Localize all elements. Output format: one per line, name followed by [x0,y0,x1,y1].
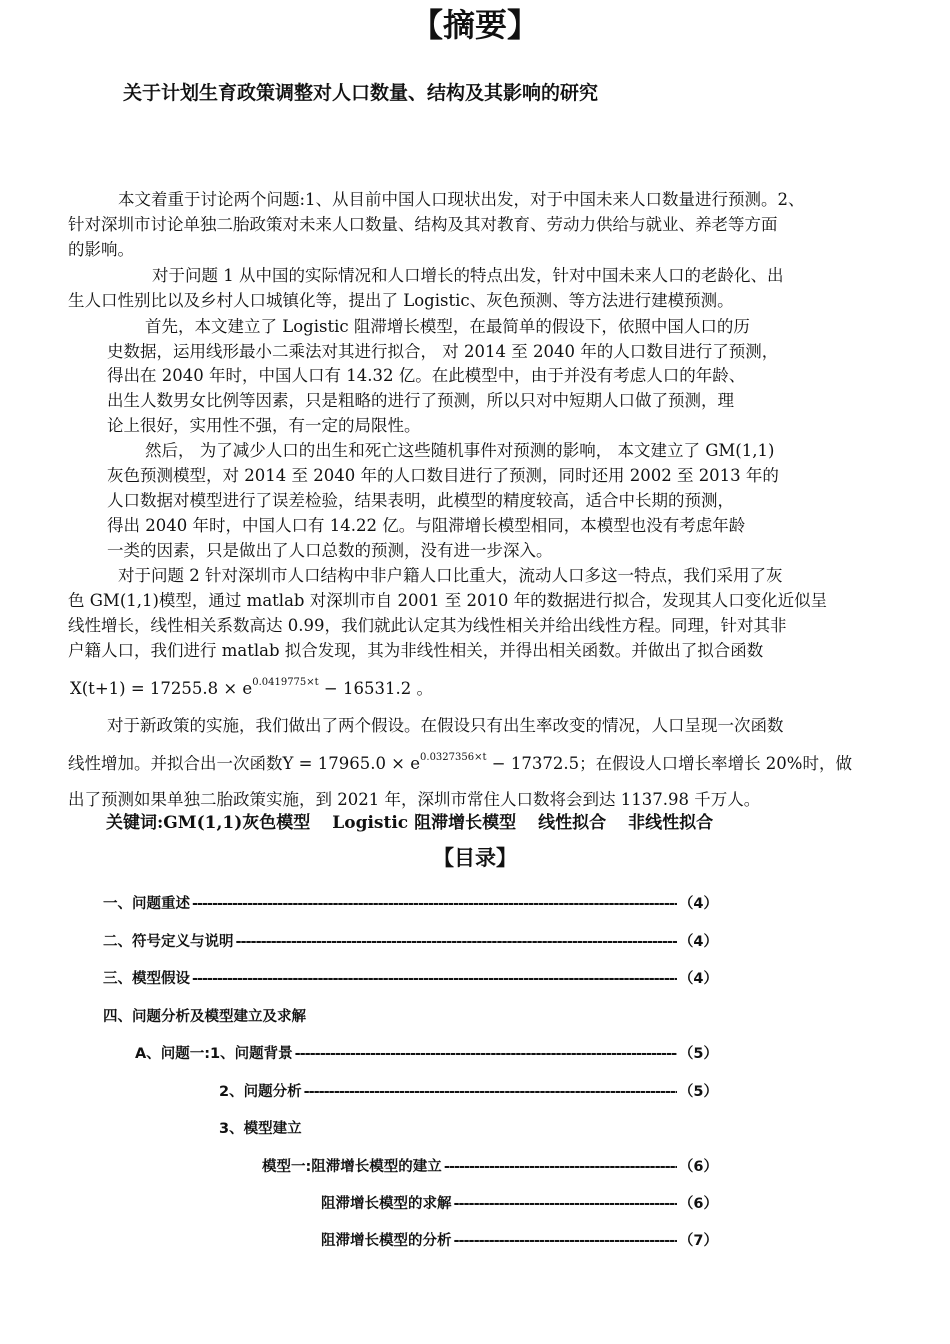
toc-entry[interactable] [321,1229,718,1250]
formula2-lhs: Y = 17965.0 × e [282,754,421,773]
toc-leader [454,1196,677,1212]
toc-entry-page: （4） [678,896,718,912]
toc-entry-section-4[interactable]: 四、问题分析及模型建立及求解 [103,1009,306,1025]
abstract-p4-line3: 人口数据对模型进行了误差检验，结果表明，此模型的精度较高，适合中长期的预测， [107,491,734,510]
formula-linear-fit [282,751,580,773]
toc-entry-page: （6） [678,1196,718,1212]
toc-entry-text: 一、问题重述 [103,896,190,912]
toc-entry[interactable] [103,967,718,988]
formula2-exponent: 0.0327356×t [420,751,487,763]
abstract-heading: 【摘要】 [410,6,539,44]
abstract-p3-line1: 首先，本文建立了 Logistic 阻滞增长模型，在最简单的假设下，依照中国人口的历 [145,317,750,336]
formula-exponent: 0.0419775×t [252,676,319,688]
formula-rhs: − 16531.2 。 [318,679,433,698]
toc-entry[interactable] [219,1080,718,1101]
toc-entry-page: （4） [678,934,718,950]
toc-entry-text: 二、符号定义与说明 [103,934,234,950]
abstract-p3-line3: 得出在 2040 年时，中国人口有 14.32 亿。在此模型中，由于并没有考虑人口的年龄、 [107,366,746,385]
abstract-p1-line2: 针对深圳市讨论单独二胎政策对未来人口数量、结构及其对教育、劳动力供给与就业、养老等方面 [68,215,778,234]
toc-entry[interactable] [103,930,718,951]
toc-entry-page: （6） [678,1159,718,1175]
toc-leader [295,1046,677,1062]
toc-heading: 【目录】 [433,846,517,870]
toc-entry-text: A、问题一:1、问题背景 [135,1046,293,1062]
toc-entry-text: 模型一:阻滞增长模型的建立 [262,1159,442,1175]
toc-entry[interactable] [135,1042,718,1063]
paper-title: 关于计划生育政策调整对人口数量、结构及其影响的研究 [123,82,599,104]
keywords [106,808,735,833]
abstract-p5-line2: 色 GM(1,1)模型，通过 matlab 对深圳市自 2001 至 2010 年的数据进行拟合，发现其人口变化近似呈 [68,591,828,610]
toc-entry[interactable] [262,1155,718,1176]
abstract-p4-line4: 得出 2040 年时，中国人口有 14.22 亿。与阻滞增长模型相同，本模型也没有考虑年龄 [107,516,746,535]
abstract-p6-line2-b: ；在假设人口增长率增长 20%时，做 [579,754,852,773]
keyword-item: 非线性拟合 [628,813,714,833]
toc-entry-text: 阻滞增长模型的求解 [321,1196,452,1212]
abstract-p6-line3: 出了预测如果单独二胎政策实施，到 2021 年，深圳市常住人口数将会到达 1137.98 千万人。 [68,790,761,809]
abstract-p3-line2: 史数据，运用线形最小二乘法对其进行拟合， 对 2014 至 2040 年的人口数目进行了预测， [107,342,779,361]
toc-leader [454,1233,677,1249]
toc-entry-page: （7） [678,1233,718,1249]
toc-entry-page: （5） [678,1046,718,1062]
toc-leader [236,934,677,950]
keyword-item: Logistic 阻滞增长模型 [332,813,517,833]
toc-entry-text: 2、问题分析 [219,1084,302,1100]
formula2-rhs: − 17372.5 [486,754,580,773]
toc-entry-text: 三、模型假设 [103,971,190,987]
toc-entry-text: 阻滞增长模型的分析 [321,1233,452,1249]
abstract-p4-line5: 一类的因素，只是做出了人口总数的预测，没有进一步深入。 [107,541,553,560]
toc-entry[interactable] [321,1192,718,1213]
formula-lhs: X(t+1) = 17255.8 × e [70,679,253,698]
keywords-label: 关键词: [106,813,164,833]
toc-leader [192,896,677,912]
abstract-p6-line2 [68,750,852,774]
abstract-p4-line2: 灰色预测模型，对 2014 至 2040 年的人口数目进行了预测，同时还用 2002 至 2013 年的 [107,466,779,485]
toc-entry[interactable] [103,892,718,913]
toc-leader [192,971,677,987]
toc-leader [444,1159,677,1175]
formula-nonresident-fit [70,675,433,699]
abstract-p3-line5: 论上很好，实用性不强，有一定的局限性。 [107,416,421,435]
abstract-p5-line1: 对于问题 2 针对深圳市人口结构中非户籍人口比重大，流动人口多这一特点，我们采用了灰 [118,566,783,585]
abstract-p2-line1: 对于问题 1 从中国的实际情况和人口增长的特点出发，针对中国未来人口的老龄化、出 [152,266,784,285]
abstract-p3-line4: 出生人数男女比例等因素，只是粗略的进行了预测，所以只对中短期人口做了预测，理 [107,391,734,410]
abstract-p6-line2-a: 线性增加。并拟合出一次函数 [68,754,283,773]
abstract-p1-line3: 的影响。 [68,240,134,259]
abstract-p5-line4: 户籍人口，我们进行 matlab 拟合发现，其为非线性相关，并得出相关函数。并做出了拟合函数 [68,641,764,660]
abstract-p5-line3: 线性增长，线性相关系数高达 0.99，我们就此认定其为线性相关并给出线性方程。同理，针对其非 [68,616,787,635]
abstract-p2-line2: 生人口性别比以及乡村人口城镇化等，提出了 Logistic、灰色预测、等方法进行建模预测。 [68,291,734,310]
toc-entry-model-building[interactable]: 3、模型建立 [219,1121,302,1137]
keyword-item: GM(1,1)灰色模型 [163,813,311,833]
keyword-item: 线性拟合 [538,813,607,833]
abstract-p6-line1: 对于新政策的实施，我们做出了两个假设。在假设只有出生率改变的情况，人口呈现一次函数 [107,716,784,735]
toc-entry-page: （5） [678,1084,718,1100]
abstract-p1-line1: 本文着重于讨论两个问题:1、从目前中国人口现状出发，对于中国未来人口数量进行预测。2、 [118,190,805,209]
toc-leader [304,1084,677,1100]
abstract-p4-line1: 然后， 为了减少人口的出生和死亡这些随机事件对预测的影响， 本文建立了 GM(1,1) [145,441,775,460]
toc-entry-page: （4） [678,971,718,987]
